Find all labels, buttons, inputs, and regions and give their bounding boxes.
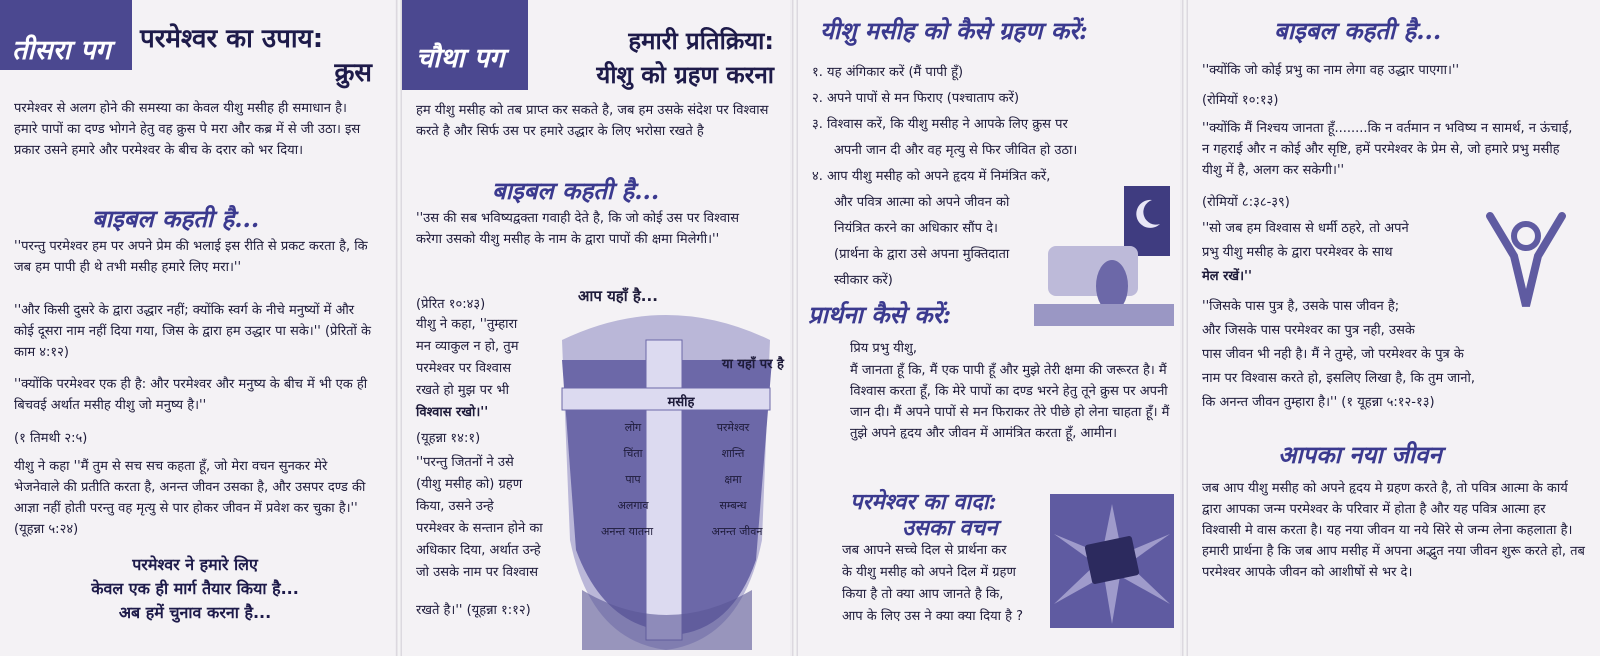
- intro-text: परमेश्वर से अलग होने की समस्या का केवल यीशु मसीह ही समाधान है। हमारे पापों का दण्ड भोगने हेतु वह क्रुस पे मरा और कब्र में से जी उठा। इस प्रकार उसने हमारे और परमेश्वर के बीच के दरार को भर दिया।: [14, 101, 361, 158]
- section-heading: बाइबल कहती है...: [1274, 16, 1442, 45]
- page-subtitle: यीशु को ग्रहण करना: [596, 61, 774, 89]
- closing-line-1: परमेश्वर ने हमारे लिए: [132, 555, 258, 574]
- page-title: हमारी प्रतिक्रिया:: [628, 27, 774, 55]
- left-item: अनन्त यातना: [600, 525, 654, 538]
- quote-line: परमेश्वर पर विश्वास: [416, 361, 512, 376]
- quote-line: मेल रखें।'': [1202, 269, 1252, 284]
- quote-line: (यीशु मसीह को) ग्रहण: [416, 477, 523, 492]
- right-item: अनन्त जीवन: [711, 525, 763, 538]
- quote-line: विश्वास रखो।'': [416, 405, 489, 420]
- bible-illustration: [1050, 494, 1174, 628]
- page-subtitle: क्रुस: [334, 58, 372, 88]
- prayer-greeting: प्रिय प्रभु यीशु,: [850, 341, 917, 356]
- right-item: परमेश्वर: [716, 421, 750, 434]
- list-item: ३. विश्वास करें, कि यीशु मसीह ने आपके लिए क्रुस पर: [812, 117, 1068, 132]
- quote-line: यीशु ने कहा, ''तुम्हारा: [416, 317, 518, 332]
- panel-how-to-receive: [798, 0, 1180, 656]
- section-heading: बाइबल कहती है...: [92, 204, 260, 233]
- quote-line: जो उसके नाम पर विश्वास: [416, 565, 538, 580]
- you-are-here-label: आप यहाँ है...: [578, 287, 658, 305]
- quote-line: पास जीवन भी नही है। मैं ने तुम्हे, जो परमेश्वर के पुत्र के: [1202, 347, 1464, 362]
- quote-acts-ref: (प्रेरित १०:४३): [416, 297, 486, 312]
- list-item: स्वीकार करें): [834, 273, 893, 288]
- new-life-heading: आपका नया जीवन: [1278, 440, 1442, 469]
- list-item: नियंत्रित करने का अधिकार सौंप दे।: [834, 221, 998, 236]
- panel-step-three: [0, 0, 395, 656]
- closing-line-3: अब हमें चुनाव करना है...: [118, 603, 272, 622]
- closing-line-2: केवल एक ही मार्ग तैयार किया है...: [91, 579, 299, 598]
- promise-line: किया है तो क्या आप जानते है कि,: [842, 587, 1004, 602]
- quote-romans-10: ''क्योंकि जो कोई प्रभु का नाम लेगा वह उद्धार पाएगा।'': [1202, 63, 1460, 78]
- right-item: क्षमा: [724, 473, 742, 486]
- panel-bible-says: [1188, 0, 1600, 656]
- page-title: परमेश्वर का उपाय:: [140, 24, 324, 54]
- left-item: अलगाव: [617, 499, 649, 512]
- step-label: तीसरा पग: [12, 35, 111, 66]
- list-item: अपनी जान दी और वह मृत्यु से फिर जीवित हो उठा।: [834, 143, 1078, 158]
- quote-line: अधिकार दिया, अर्थात उन्हे: [416, 543, 541, 558]
- cross-vertical: [646, 340, 682, 640]
- cross-label: मसीह: [667, 395, 695, 410]
- section-heading: यीशु मसीह को कैसे ग्रहण करें:: [820, 16, 1088, 45]
- quote-romans-8-ref: (रोमियों ८:३८-३९): [1202, 195, 1290, 210]
- promise-line: आप के लिए उस ने क्या क्या दिया है ?: [842, 609, 1024, 624]
- quote-timothy-ref: (१ तिमथी २:५): [14, 431, 88, 446]
- kneeling-prayer-illustration: [1034, 186, 1174, 326]
- panel-step-four: [402, 0, 790, 656]
- quote-line: परमेश्वर के सन्तान होने का: [416, 521, 543, 536]
- list-item: (प्रार्थना के द्वारा उसे अपना मुक्तिदाता: [834, 247, 1010, 262]
- quote-line: कि अनन्त जीवन तुम्हारा है।'' (१ यूहन्ना ५:१२-१३): [1202, 395, 1435, 410]
- quote-timothy: ''क्योंकि परमेश्वर एक ही है: और परमेश्वर और मनुष्य के बीच में भी एक ही बिचवई अर्थात मसीह यीशु जो मनुष्य है।'': [14, 377, 368, 413]
- quote-romans-8: ''क्योंकि मैं निश्चय जानता हूँ........कि न वर्तमान न भविष्य न सामर्थ, न ऊंचाई, न गहराई और न कोई और सृष्टि, हमें परमेश्वर के प्रेम से, जो हमारे प्रभु मसीह यीशु में है, अलग कर सकेगी।'': [1202, 121, 1573, 178]
- or-here-label: या यहाँ पर है: [722, 357, 784, 372]
- quote-acts: ''उस की सब भविष्यद्वक्ता गवाही देते है, कि जो कोई उस पर विश्वास करेगा उसको यीशु मसीह के नाम के द्वारा पापों की क्षमा मिलेगी।'': [416, 211, 740, 247]
- prayer-text: मैं जानता हूँ कि, मैं एक पापी हूँ और मुझे तेरी क्षमा की जरूरत है। मैं विश्वास करता हूँ, कि मेरे पापों का दण्ड भरने हेतु तूने क्रुस पर अपनी जान दी। मैं अपने पापों से मन फिराकर तेरे पीछे हो लेना चाहता हूँ। मैं तुझे अपने हृदय और जीवन में आमंत्रित करता हूँ, आमीन।: [850, 363, 1170, 441]
- figure-head: [1514, 224, 1538, 248]
- quote-john-14-ref: (यूहन्ना १४:१): [416, 431, 481, 446]
- list-item: और पवित्र आत्मा को अपने जीवन को: [834, 195, 1010, 210]
- quote-line: किया, उसने उन्हे: [416, 499, 494, 514]
- floor: [1034, 304, 1174, 326]
- quote-line: प्रभु यीशु मसीह के द्वारा परमेश्वर के साथ: [1202, 245, 1393, 260]
- promise-heading: परमेश्वर का वादा:: [850, 489, 997, 515]
- intro-text: हम यीशु मसीह को तब प्राप्त कर सकते है, जब हम उसके संदेश पर विश्वास करते है और सिर्फ उस पर हमारे उद्धार के लिए भरोसा रखते है: [416, 103, 769, 139]
- new-life-text: जब आप यीशु मसीह को अपने हृदय मे ग्रहण करते है, तो पवित्र आत्मा के कार्य द्वारा आपका जन्म परमेश्वर के परिवार में होता है और यह पवित्र आत्मा हर विश्वासी मे वास करता है। यह नया जीवन या नये सिरे से जन्म लेना कहलाता है। हमारी प्रार्थना है कि जब आप मसीह में अपना अद्भुत नया जीवन शुरू करते हो, तब परमेश्वर आपके जीवन को आशीषों से भर दे।: [1202, 481, 1585, 580]
- section-heading: बाइबल कहती है...: [492, 176, 660, 205]
- left-item: पाप: [625, 473, 641, 486]
- joyful-figure-illustration: [1470, 206, 1580, 326]
- list-item: १. यह अंगिकार करें (मैं पापी हूँ): [812, 65, 964, 80]
- figure-body: [1490, 216, 1562, 306]
- promise-line: जब आपने सच्चे दिल से प्रार्थना कर: [842, 543, 1007, 558]
- list-item: २. अपने पापों से मन फिराए (पश्चाताप करें): [812, 91, 1020, 106]
- quote-romans-10-ref: (रोमियों १०:१३): [1202, 93, 1279, 108]
- promise-line: के यीशु मसीह को अपने दिल में ग्रहण: [842, 565, 1016, 580]
- quote-line: ''परन्तु जितनों ने उसे: [416, 455, 514, 470]
- quote-line: मन व्याकुल न हो, तुम: [416, 339, 519, 354]
- quote-acts: ''और किसी दुसरे के द्वारा उद्धार नहीं; क्योंकि स्वर्ग के नीचे मनुष्यों में और कोई दूसरा नाम नहीं दिया गया, जिस के द्वारा हम उद्धार पा सके।'' (प्रेरितों के काम ४:१२): [14, 303, 372, 360]
- quote-line: ''सो जब हम विश्वास से धर्मी ठहरे, तो अपने: [1202, 221, 1409, 236]
- quote-line: और जिसके पास परमेश्वर का पुत्र नही, उसके: [1202, 323, 1415, 338]
- list-item: ४. आप यीशु मसीह को अपने हृदय में निमंत्रित करें,: [812, 169, 1051, 184]
- quote-line: रखते हो मुझ पर भी: [416, 383, 509, 398]
- left-item: चिंता: [623, 447, 643, 460]
- right-item: सम्बन्ध: [719, 499, 747, 512]
- left-item: लोग: [624, 421, 642, 434]
- quote-john: यीशु ने कहा ''मैं तुम से सच सच कहता हूँ, जो मेरा वचन सुनकर मेरे भेजनेवाले की प्रतीति करता है, अनन्त जीवन उसका है, और उसपर दण्ड की आज्ञा नहीं होती परन्तु वह मृत्यु से पार होकर जीवन में प्रवेश कर चुका है।'' (यूहन्ना ५:२४): [14, 459, 366, 537]
- promise-subheading: उसका वचन: [902, 515, 998, 541]
- quote-line: ''जिसके पास पुत्र है, उसके पास जीवन है;: [1202, 299, 1400, 314]
- prayer-heading: प्रार्थना कैसे करें:: [808, 300, 952, 329]
- step-label: चौथा पग: [416, 43, 505, 74]
- quote-romans: ''परन्तु परमेश्वर हम पर अपने प्रेम की भलाई इस रीति से प्रकट करता है, कि जब हम पापी ही थे तभी मसीह हमारे लिए मरा।'': [14, 239, 368, 275]
- right-item: शान्ति: [721, 447, 745, 460]
- quote-line: नाम पर विश्वास करते हो, इसलिए लिखा है, कि तुम जानो,: [1202, 371, 1476, 386]
- quote-line: रखते है।'' (यूहन्ना १:१२): [416, 603, 531, 618]
